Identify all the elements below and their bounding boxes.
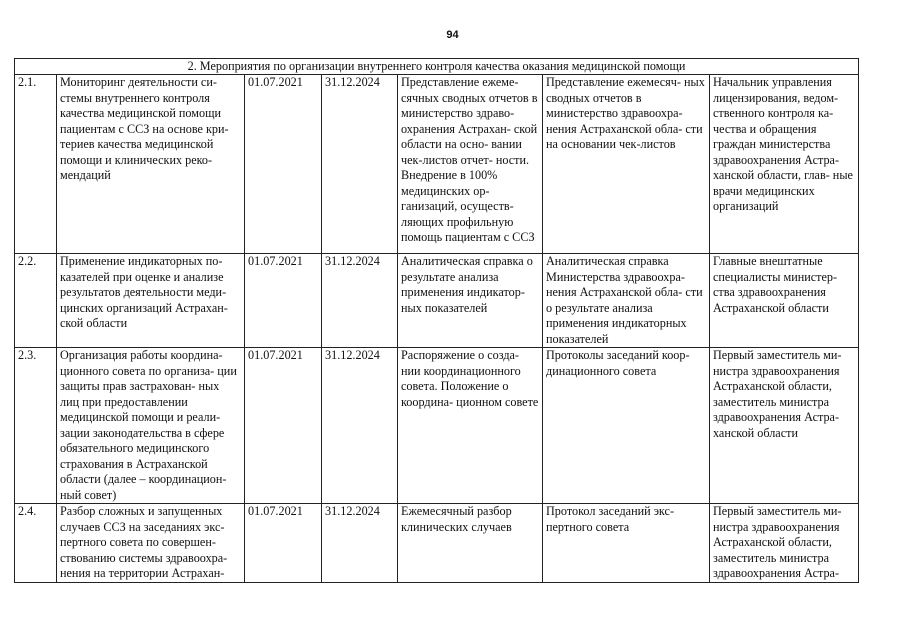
section-title: 2. Мероприятия по организации внутреннего контроля качества оказания медицинской помощи — [15, 59, 859, 75]
start-date-cell: 01.07.2021 — [245, 75, 322, 254]
indicator-cell: Аналитическая справка о результате анализа применения индикатор- ных показателей — [398, 254, 543, 348]
result-cell: Протоколы заседаний коор- динационного совета — [543, 348, 710, 504]
end-date-cell: 31.12.2024 — [322, 75, 398, 254]
activity-cell: Разбор сложных и запущенных случаев ССЗ на заседаниях экс- пертного совета по совершен- ствованию системы здравоохра- нения на территории Астрахан- — [57, 504, 245, 583]
responsible-cell: Первый заместитель ми- нистра здравоохранения Астраханской области, заместитель министра здравоохранения Астра- — [710, 504, 859, 583]
row-number: 2.4. — [15, 504, 57, 583]
result-cell: Представление ежемесяч- ных сводных отчетов в министерство здравоохра- нения Астраханской обла- сти на основании чек-листов — [543, 75, 710, 254]
end-date-cell: 31.12.2024 — [322, 348, 398, 504]
indicator-cell: Ежемесячный разбор клинических случаев — [398, 504, 543, 583]
table-row — [15, 504, 859, 583]
start-date-cell: 01.07.2021 — [245, 348, 322, 504]
responsible-cell: Первый заместитель ми- нистра здравоохранения Астраханской области, заместитель министра здравоохранения Астра- ханской области — [710, 348, 859, 504]
row-number: 2.1. — [15, 75, 57, 254]
result-cell: Протокол заседаний экс- пертного совета — [543, 504, 710, 583]
end-date-cell: 31.12.2024 — [322, 504, 398, 583]
start-date-cell: 01.07.2021 — [245, 504, 322, 583]
end-date-cell: 31.12.2024 — [322, 254, 398, 348]
start-date-cell: 01.07.2021 — [245, 254, 322, 348]
responsible-cell: Главные внештатные специалисты министер- ства здравоохранения Астраханской области — [710, 254, 859, 348]
page-number: 94 — [446, 29, 459, 41]
activity-cell: Мониторинг деятельности си- стемы внутреннего контроля качества медицинской помощи пациентам с ССЗ на основе кри- териев качества медицинской помощи и клинических реко- мендаций — [57, 75, 245, 254]
indicator-cell: Распоряжение о созда- нии координационного совета. Положение о координа- ционном совете — [398, 348, 543, 504]
row-number: 2.2. — [15, 254, 57, 348]
activity-cell: Организация работы координа- ционного совета по организа- ции защиты прав застрахован- ных лиц при предоставлении медицинской помощи и реали- зации законодательства в сфере обязательного медицинского страхования в Астраханской области (далее – координацион- ный совет) — [57, 348, 245, 504]
table-row — [15, 254, 859, 348]
responsible-cell: Начальник управления лицензирования, ведом- ственного контроля ка- чества и обращения граждан министерства здравоохранения Астра- ханской области, глав- ные врачи медицинских организаций — [710, 75, 859, 254]
activities-table — [14, 58, 859, 583]
table-row — [15, 348, 859, 504]
section-header-row — [15, 59, 859, 75]
indicator-cell: Представление ежеме- сячных сводных отчетов в министерство здраво- охранения Астрахан- ской области на осно- вании чек-листов отчет- ности. Внедрение в 100% медицинских ор- ганизаций, осуществ- ляющих профильную помощь пациентам с ССЗ — [398, 75, 543, 254]
table-row — [15, 75, 859, 254]
row-number: 2.3. — [15, 348, 57, 504]
activity-cell: Применение индикаторных по- казателей при оценке и анализе результатов деятельности меди- цинских организаций Астрахан- ской области — [57, 254, 245, 348]
result-cell: Аналитическая справка Министерства здравоохра- нения Астраханской обла- сти о результате анализа применения индикаторных показателей — [543, 254, 710, 348]
